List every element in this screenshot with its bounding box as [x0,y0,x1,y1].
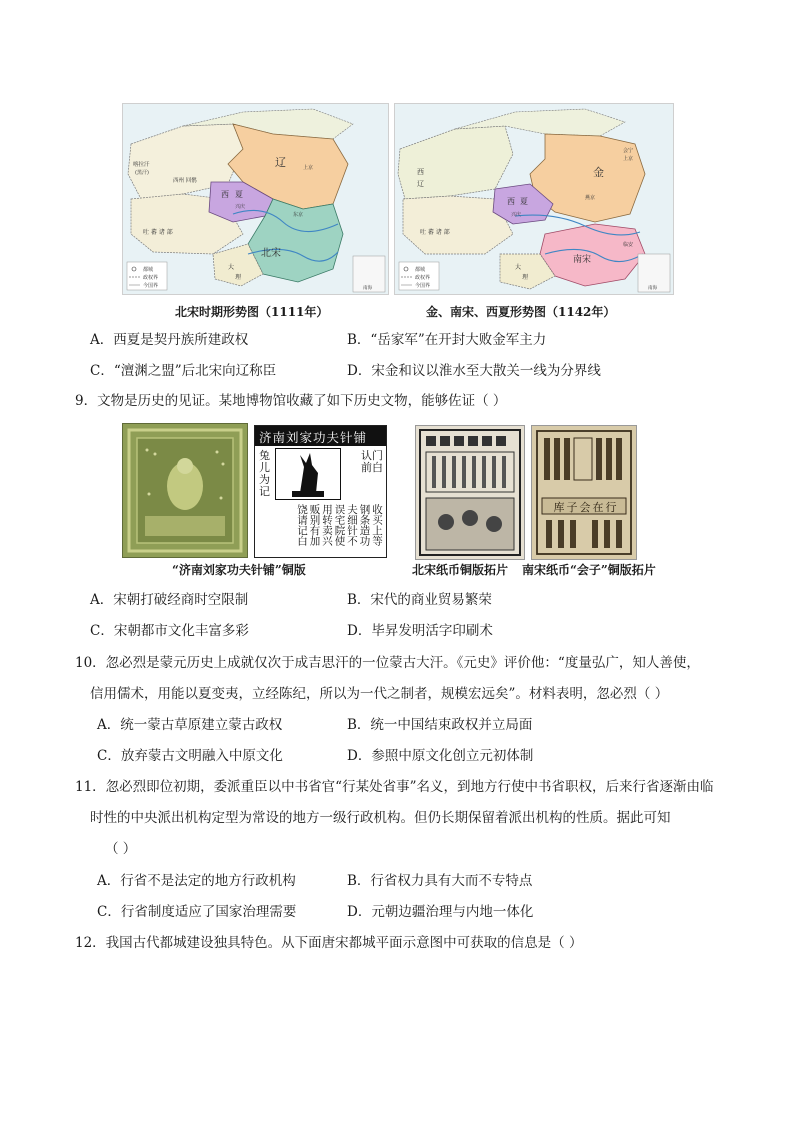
q11-option-d: D．元朝边疆治理与内地一体化 [347,904,534,920]
bronze-seal-image [122,423,248,558]
q9-option-a: A．宋朝打破经商时空限制 [90,592,249,608]
right-label-southern-song: 南宋 [573,255,592,265]
plate1-caption: “济南刘家功夫针铺”铜版 [172,563,306,577]
right-map-caption: 金、南宋、西夏形势图（1142年） [426,305,616,319]
right-label-xixia-2: 夏 [520,197,528,206]
right-label-xixia-1: 西 [507,197,515,206]
q9-stem: 9．文物是历史的见证。某地博物馆收藏了如下历史文物，能够佐证（ ） [75,393,507,409]
q11-option-b: B．行省权力具有大而不专特点 [347,873,533,889]
rabbit-emblem-icon [275,448,341,500]
q8-option-c: C．“澶渊之盟”后北宋向辽称臣 [90,363,277,379]
plate-right-text: 认门前白 [361,449,383,474]
q10-option-a: A．统一蒙古草原建立蒙古政权 [97,717,283,733]
q11-option-a: A．行省不是法定的地方行政机构 [97,873,296,889]
right-label-dali-1: 大 [515,264,522,271]
right-label-jin: 金 [593,166,604,179]
q11-stem-line3: （ ） [105,841,137,857]
left-legend-national-border: 今国界 [143,283,159,289]
left-label-xixia-1: 西 [221,190,229,199]
right-label-western-liao-2: 辽 [417,180,424,188]
left-label-karakhanid-2: (黑汗) [135,170,149,176]
left-label-tubo: 吐 蕃 诸 部 [143,229,173,236]
q10-option-d: D．参照中原文化创立元初体制 [347,748,534,764]
right-inset-south-sea: 南海 [648,286,657,291]
right-label-yanjing: 燕京 [585,195,596,201]
q8-option-b: B．“岳家军”在开封大败金军主力 [347,332,547,348]
right-label-dali-2: 理 [522,274,529,281]
plate2-caption: 北宋纸币铜版拓片 [412,563,509,577]
left-label-liao: 辽 [275,156,286,169]
left-inset-south-sea: 南海 [363,286,372,291]
q8-option-d: D．宋金和议以淮水至大散关一线为分界线 [347,363,601,379]
left-label-xingqing: 兴庆 [235,204,246,210]
left-label-xixia-2: 夏 [235,190,243,199]
plate-header-text: 济南刘家功夫针铺 [259,430,368,445]
right-label-shangjing: 上京 [623,156,634,162]
left-label-dali-2: 理 [235,274,242,281]
q10-stem-line2: 信用儒术，用能以夏变夷，立经陈纪，所以为一代之制者，规模宏远矣”。材料表明，忽必烈（ ） [90,686,669,702]
q9-option-c: C．宋朝都市文化丰富多彩 [90,623,249,639]
right-label-tubo: 吐 蕃 诸 部 [420,229,450,236]
right-label-xingqing: 兴庆 [511,212,522,218]
q10-option-c: C．放弃蒙古文明融入中原文化 [97,748,283,764]
right-legend-national-border: 今国界 [415,283,431,289]
plate-left-text: 兔儿为记 [259,449,270,498]
left-legend-capital: 都城 [143,267,154,273]
q9-option-b: B．宋代的商业贸易繁荣 [347,592,492,608]
left-label-northern-song: 北宋 [261,248,281,259]
left-label-karakhanid: 喀拉汗 [133,162,150,168]
left-label-xizhou-uyghur: 西州 回鹘 [173,178,197,184]
q8-option-a: A．西夏是契丹族所建政权 [90,332,249,348]
right-legend-capital: 都城 [415,267,426,273]
plate3-caption: 南宋纸币“会子”铜版拓片 [522,563,656,577]
q11-stem-line2: 时性的中央派出机构定型为常设的地方一级行政机构。但仍长期保留着派出机构的性质。据此可知 [90,810,671,826]
left-label-shangjing: 上京 [303,165,314,171]
northern-song-paper-money-rubbing [415,425,525,560]
right-label-huining: 会宁 [623,148,634,154]
northern-song-map [122,103,389,295]
q12-stem: 12．我国古代都城建设独具特色。从下面唐宋都城平面示意图中可获取的信息是（ ） [75,935,583,951]
left-label-dali-1: 大 [228,264,235,271]
right-label-linan: 临安 [623,242,634,248]
southern-song-huizi-rubbing [531,425,637,560]
left-map-caption: 北宋时期形势图（1111年） [175,305,329,319]
liu-needle-shop-plate [254,425,387,558]
huizi-header-text: 行在会子库 [553,501,619,514]
q11-stem-line1: 11．忽必烈即位初期，委派重臣以中书省官“行某处省事”名义，到地方行使中书省职权，后来行省逐渐由临 [75,779,714,795]
q10-stem-line1: 10．忽必烈是蒙元历史上成就仅次于成吉思汗的一位蒙古大汗。《元史》评价他：“度量弘广，知人善使， [75,655,700,671]
q11-option-c: C．行省制度适应了国家治理需要 [97,904,297,920]
q9-option-d: D．毕昇发明活字印刷术 [347,623,493,639]
q10-option-b: B．统一中国结束政权并立局面 [347,717,533,733]
left-label-kaifeng: 东京 [293,212,304,218]
left-legend-border: 政权界 [143,275,159,281]
jin-southern-song-map [394,103,674,295]
right-legend-border: 政权界 [415,275,431,281]
right-label-western-liao-1: 西 [417,168,424,176]
plate-bottom-text: 收买上等钢条造功夫细针不误宅院使用转卖兴贩别有加饶请记白 [296,504,383,546]
